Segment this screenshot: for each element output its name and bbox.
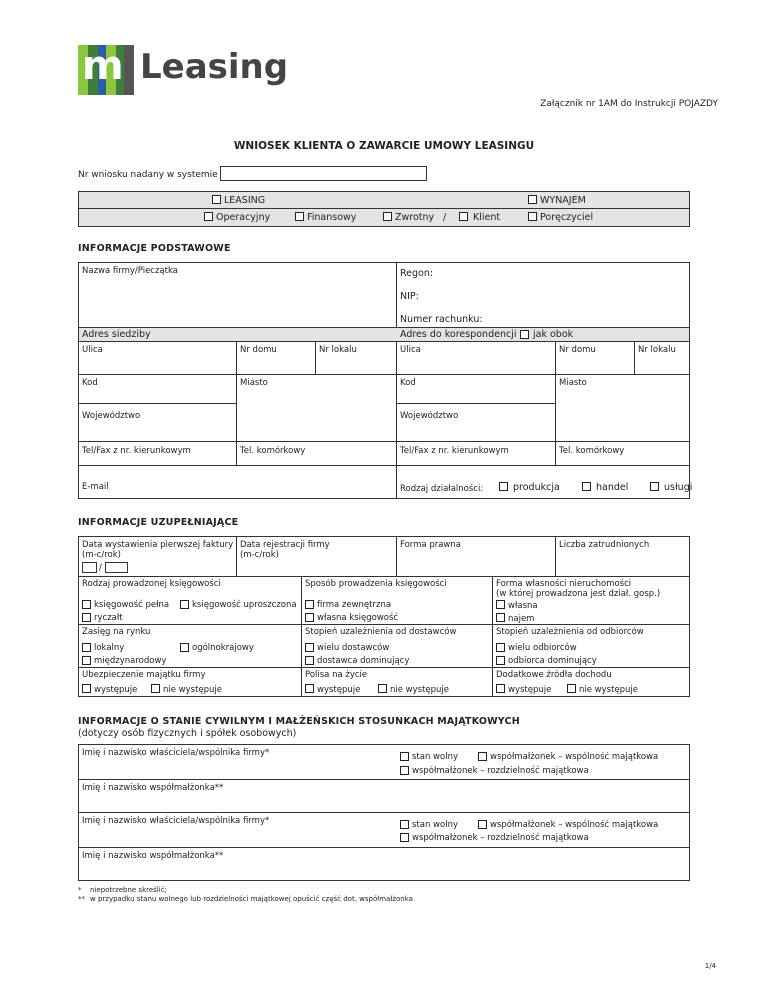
klient-label: Klient xyxy=(473,212,501,223)
nationwide-label: ogólnokrajowy xyxy=(192,643,254,653)
checkbox-many-customers[interactable] xyxy=(496,643,505,652)
checkbox-income-present[interactable] xyxy=(496,684,505,693)
divider xyxy=(78,847,690,848)
supplier-dependency-label: Stopień uzależnienia od dostawców xyxy=(305,627,457,637)
logo-mark-letter: m xyxy=(82,43,124,89)
divider xyxy=(78,374,690,375)
dominant-customer-label: odbiorca dominujący xyxy=(508,656,597,666)
flat-rate-label: ryczałt xyxy=(94,613,123,623)
divider xyxy=(301,576,302,697)
activity-type-label: Rodzaj działalności: xyxy=(400,484,484,494)
full-books-label: księgowość pełna xyxy=(94,600,170,610)
first-invoice-label: Data wystawienia pierwszej faktury xyxy=(82,540,234,550)
divider xyxy=(555,536,556,576)
corr-postcode-label: Kod xyxy=(400,378,416,388)
hq-house-label: Nr domu xyxy=(240,345,277,355)
spouse-1-label: Imię i nazwisko współmałżonka** xyxy=(82,783,224,793)
single-2-label: stan wolny xyxy=(412,820,458,830)
finansowy-label: Finansowy xyxy=(307,212,357,223)
divider xyxy=(634,341,635,374)
employees-label: Liczba zatrudnionych xyxy=(559,540,650,550)
property-label: Forma własności nieruchomości xyxy=(496,579,632,589)
same-address-label: jak obok xyxy=(533,329,574,340)
divider xyxy=(78,624,690,625)
footnote-1 xyxy=(78,886,167,894)
checkbox-services[interactable] xyxy=(650,482,659,491)
divider xyxy=(78,576,690,577)
footnote-2-mark: ** xyxy=(78,895,85,903)
services-label: usługi xyxy=(664,482,693,493)
basic-info-table xyxy=(78,262,693,499)
first-invoice-format: (m-c/rok) xyxy=(82,550,121,560)
section-civil-subheading: (dotyczy osób fizycznych i spółek osobowych) xyxy=(78,728,297,739)
corr-city-label: Miasto xyxy=(559,378,587,388)
insurance-present-label: występuje xyxy=(94,685,138,695)
joint-1-label: współmałżonek – wspólność majątkowa xyxy=(490,752,659,762)
corr-phone-label: Tel/Fax z nr. kierunkowym xyxy=(400,446,509,456)
hq-mobile-label: Tel. komórkowy xyxy=(240,446,306,456)
divider xyxy=(78,403,236,404)
checkbox-finansowy[interactable] xyxy=(295,212,304,221)
many-customers-label: wielu odbiorców xyxy=(508,643,577,653)
checkbox-insurance-absent[interactable] xyxy=(151,684,160,693)
address-header-bar xyxy=(79,328,689,341)
account-label: Numer rachunku: xyxy=(400,314,483,325)
footnote-1-mark: * xyxy=(78,886,82,894)
asset-insurance-label: Ubezpieczenie majątku firmy xyxy=(82,670,206,680)
divider xyxy=(396,262,397,499)
checkbox-zwrotny[interactable] xyxy=(383,212,392,221)
hq-flat-label: Nr lokalu xyxy=(319,345,357,355)
divider xyxy=(492,576,493,697)
checkbox-leasing[interactable] xyxy=(212,195,221,204)
local-label: lokalny xyxy=(94,643,125,653)
checkbox-flat-rate[interactable] xyxy=(82,613,91,622)
divider xyxy=(236,341,237,465)
joint-2-label: współmałżonek – wspólność majątkowa xyxy=(490,820,659,830)
checkbox-wynajem[interactable] xyxy=(528,195,537,204)
date-separator: / xyxy=(99,563,102,573)
bookkeeping-method-label: Sposób prowadzenia księgowości xyxy=(305,579,447,589)
divider xyxy=(78,779,690,780)
first-invoice-year-input[interactable] xyxy=(105,562,128,573)
policy-present-label: występuje xyxy=(317,685,361,695)
checkbox-dominant-customer[interactable] xyxy=(496,656,505,665)
registration-date-label: Data rejestracji firmy xyxy=(240,540,330,550)
footnote-2-text: w przypadku stanu wolnego lub rozdzielności majątkowej opuścić część dot. współmałżonka xyxy=(90,895,413,903)
owner-2-label: Imię i nazwisko właściciela/wspólnika firmy* xyxy=(82,816,270,826)
divider xyxy=(78,441,690,442)
income-present-label: występuje xyxy=(508,685,552,695)
checkbox-1-single[interactable] xyxy=(400,752,409,761)
checkbox-rent[interactable] xyxy=(496,613,505,622)
customer-dependency-label: Stopień uzależnienia od odbiorców xyxy=(496,627,644,637)
corr-street-label: Ulica xyxy=(400,345,421,355)
checkbox-trade[interactable] xyxy=(582,482,591,491)
corr-voivodeship-label: Województwo xyxy=(400,411,459,421)
page-title: WNIOSEK KLIENTA O ZAWARCIE UMOWY LEASINGU xyxy=(233,140,535,152)
zwrotny-label: Zwrotny xyxy=(395,212,435,223)
production-label: produkcja xyxy=(513,482,560,493)
checkbox-same-address[interactable] xyxy=(520,330,529,339)
checkbox-operacyjny[interactable] xyxy=(204,212,213,221)
hq-city-label: Miasto xyxy=(240,378,268,388)
checkbox-2-joint[interactable] xyxy=(478,820,487,829)
checkbox-2-separate[interactable] xyxy=(400,833,409,842)
checkbox-simplified-books[interactable] xyxy=(180,600,189,609)
checkbox-own-property[interactable] xyxy=(496,600,505,609)
bookkeeping-label: Rodzaj prowadzonej księgowości xyxy=(82,579,221,589)
hq-voivodeship-label: Województwo xyxy=(82,411,141,421)
checkbox-policy-present[interactable] xyxy=(305,684,314,693)
divider xyxy=(78,465,690,466)
checkbox-insurance-present[interactable] xyxy=(82,684,91,693)
hq-postcode-label: Kod xyxy=(82,378,98,388)
section-supplementary-heading: INFORMACJE UZUPEŁNIAJĄCE xyxy=(78,517,239,528)
divider xyxy=(236,536,237,576)
request-number-label: Nr wniosku nadany w systemie xyxy=(78,170,218,180)
hq-phone-label: Tel/Fax z nr. kierunkowym xyxy=(82,446,191,456)
simplified-books-label: księgowość uproszczona xyxy=(192,600,297,610)
checkbox-full-books[interactable] xyxy=(82,600,91,609)
poreczyciel-label: Poręczyciel xyxy=(540,212,594,223)
corr-house-label: Nr domu xyxy=(559,345,596,355)
checkbox-own-books[interactable] xyxy=(305,613,314,622)
request-number-input[interactable] xyxy=(220,166,427,181)
dominant-supplier-label: dostawca dominujący xyxy=(317,656,410,666)
page-number: 1/4 xyxy=(704,962,716,970)
insurance-absent-label: nie występuje xyxy=(163,685,223,695)
email-label: E-mail xyxy=(82,482,109,492)
checkbox-dominant-supplier[interactable] xyxy=(305,656,314,665)
checkbox-external-firm[interactable] xyxy=(305,600,314,609)
separate-2-label: współmałżonek – rozdzielność majątkowa xyxy=(412,833,589,843)
regon-label: Regon: xyxy=(400,268,434,279)
wynajem-label: WYNAJEM xyxy=(540,195,586,206)
trade-label: handel xyxy=(596,482,629,493)
life-policy-label: Polisa na życie xyxy=(305,670,368,680)
checkbox-nationwide[interactable] xyxy=(180,643,189,652)
checkbox-international[interactable] xyxy=(82,656,91,665)
single-1-label: stan wolny xyxy=(412,752,458,762)
checkbox-income-absent[interactable] xyxy=(567,684,576,693)
divider xyxy=(396,403,555,404)
divider xyxy=(396,536,397,576)
company-name-label: Nazwa firmy/Pieczątka xyxy=(82,266,178,276)
logo xyxy=(78,45,308,95)
own-books-label: własna księgowość xyxy=(317,613,399,623)
checkbox-poreczyciel[interactable] xyxy=(528,212,537,221)
corr-address-label: Adres do korespondencji xyxy=(400,329,517,340)
checkbox-klient[interactable] xyxy=(459,212,468,221)
attachment-note: Załącznik nr 1AM do Instrukcji POJAZDY xyxy=(540,99,718,109)
own-property-label: własna xyxy=(508,601,538,611)
footnote-2 xyxy=(78,895,413,903)
divider xyxy=(315,341,316,374)
spouse-2-label: Imię i nazwisko współmałżonka** xyxy=(82,851,224,861)
section-civil-heading: INFORMACJE O STANIE CYWILNYM I MAŁŻEŃSKICH STOSUNKACH MAJĄTKOWYCH xyxy=(78,716,520,727)
operacyjny-label: Operacyjny xyxy=(216,212,271,223)
checkbox-1-joint[interactable] xyxy=(478,752,487,761)
policy-absent-label: nie występuje xyxy=(390,685,450,695)
checkbox-many-suppliers[interactable] xyxy=(305,643,314,652)
extra-income-label: Dodatkowe źródła dochodu xyxy=(496,670,612,680)
checkbox-policy-absent[interactable] xyxy=(378,684,387,693)
checkbox-1-separate[interactable] xyxy=(400,766,409,775)
rent-label: najem xyxy=(508,614,535,624)
type-box xyxy=(78,191,690,227)
divider xyxy=(78,812,690,813)
type-slash: / xyxy=(443,212,447,223)
hq-address-label: Adres siedziby xyxy=(82,329,151,340)
leasing-label: LEASING xyxy=(224,195,266,206)
corr-flat-label: Nr lokalu xyxy=(638,345,676,355)
divider xyxy=(78,667,690,668)
first-invoice-month-input[interactable] xyxy=(82,562,97,573)
many-suppliers-label: wielu dostawców xyxy=(317,643,390,653)
logo-text: Leasing xyxy=(140,47,289,87)
separate-1-label: współmałżonek – rozdzielność majątkowa xyxy=(412,766,589,776)
registration-date-format: (m-c/rok) xyxy=(240,550,279,560)
owner-1-label: Imię i nazwisko właściciela/wspólnika firmy* xyxy=(82,748,270,758)
international-label: międzynarodowy xyxy=(94,656,167,666)
section-basic-heading: INFORMACJE PODSTAWOWE xyxy=(78,243,231,254)
divider xyxy=(78,341,690,342)
income-absent-label: nie występuje xyxy=(579,685,639,695)
divider xyxy=(555,341,556,465)
divider xyxy=(78,208,690,209)
checkbox-local[interactable] xyxy=(82,643,91,652)
market-range-label: Zasięg na rynku xyxy=(82,627,151,637)
external-firm-label: firma zewnętrzna xyxy=(317,600,392,610)
nip-label: NIP: xyxy=(400,291,419,302)
footnote-1-text: niepotrzebne skreślić; xyxy=(90,886,167,894)
hq-street-label: Ulica xyxy=(82,345,103,355)
legal-form-label: Forma prawna xyxy=(400,540,461,550)
property-note: (w której prowadzona jest dział. gosp.) xyxy=(496,589,661,599)
corr-mobile-label: Tel. komórkowy xyxy=(559,446,625,456)
checkbox-2-single[interactable] xyxy=(400,820,409,829)
checkbox-production[interactable] xyxy=(499,482,508,491)
